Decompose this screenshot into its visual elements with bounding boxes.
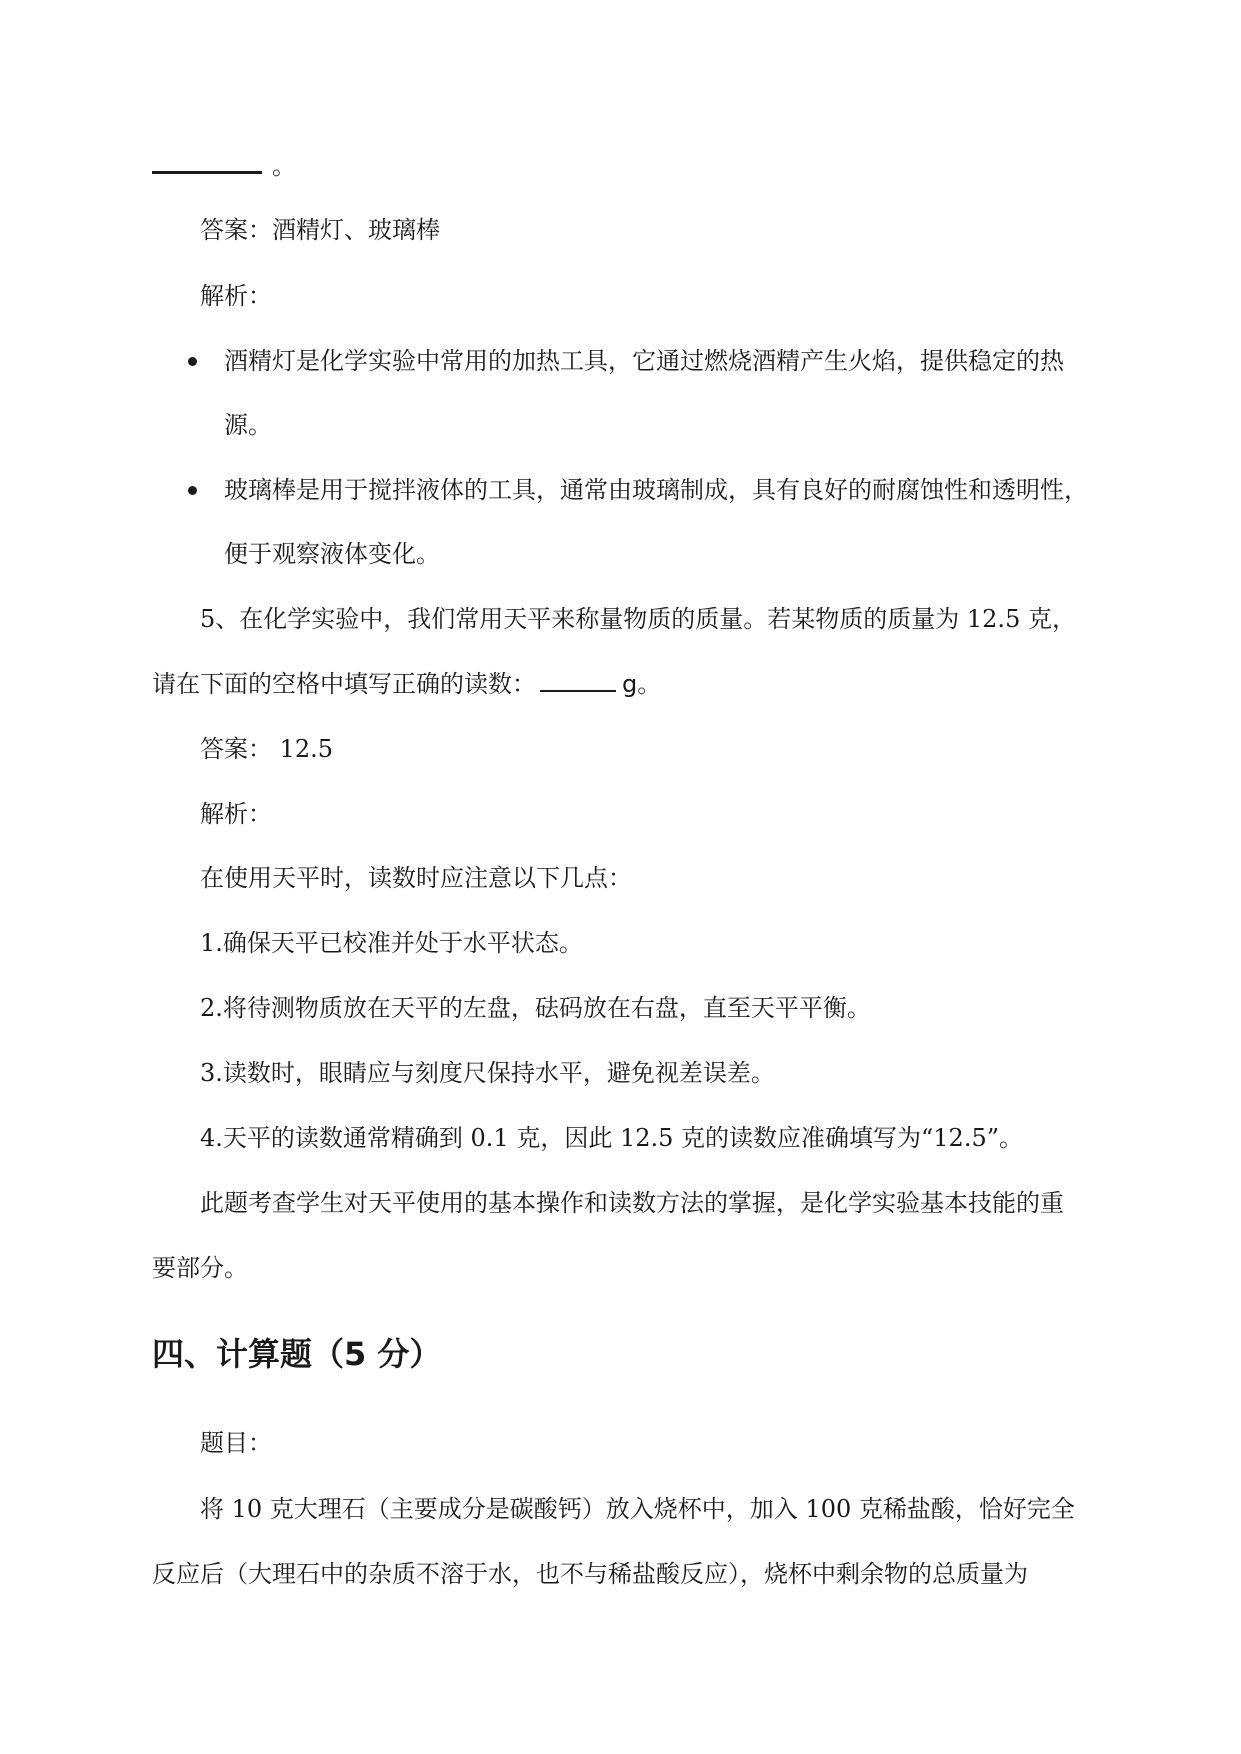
q4-answer: 答案：酒精灯、玻璃棒 <box>200 216 440 244</box>
section-heading: 四、计算题（5 分） <box>152 1335 442 1373</box>
blank-period: 。 <box>272 152 296 180</box>
q5-question-suffix: g。 <box>622 670 662 698</box>
bullet-icon <box>188 486 197 495</box>
bullet-icon <box>188 357 197 366</box>
q4-bullet-1-line1: 酒精灯是化学实验中常用的加热工具，它通过燃烧酒精产生火焰，提供稳定的热 <box>224 347 1064 375</box>
q5-analysis-label: 解析： <box>200 800 272 828</box>
q5-question-line2 <box>152 668 661 700</box>
q5-point-1: 1.确保天平已校准并处于水平状态。 <box>200 929 583 957</box>
q5-summary-line2: 要部分。 <box>152 1254 248 1282</box>
q4-bullet-2-line1: 玻璃棒是用于搅拌液体的工具，通常由玻璃制成，具有良好的耐腐蚀性和透明性， <box>224 476 1088 504</box>
q5-point-4: 4.天平的读数通常精确到 0.1 克，因此 12.5 克的读数应准确填写为“12.5”。 <box>200 1124 1023 1152</box>
q4-bullet-2-line2: 便于观察液体变化。 <box>224 540 440 568</box>
q5-summary-line1: 此题考查学生对天平使用的基本操作和读数方法的掌握，是化学实验基本技能的重 <box>200 1189 1064 1217</box>
q5-question-line1: 5、在化学实验中，我们常用天平来称量物质的质量。若某物质的质量为 12.5 克， <box>200 605 1076 633</box>
q5-point-3: 3.读数时，眼睛应与刻度尺保持水平，避免视差误差。 <box>200 1059 775 1087</box>
q5-question-prefix: 请在下面的空格中填写正确的读数： <box>152 670 536 698</box>
q5-answer-blank <box>540 670 616 692</box>
q4-bullet-1-line2: 源。 <box>224 411 272 439</box>
q5-analysis-intro: 在使用天平时，读数时应注意以下几点： <box>200 864 632 892</box>
answer-blank-line <box>152 171 262 174</box>
section4-question-line1: 将 10 克大理石（主要成分是碳酸钙）放入烧杯中，加入 100 克稀盐酸，恰好完全 <box>200 1495 1075 1523</box>
q5-answer: 答案： 12.5 <box>200 735 334 763</box>
q5-point-2: 2.将待测物质放在天平的左盘，砝码放在右盘，直至天平平衡。 <box>200 994 871 1022</box>
section4-question-label: 题目： <box>200 1429 272 1457</box>
section4-question-line2: 反应后（大理石中的杂质不溶于水，也不与稀盐酸反应），烧杯中剩余物的总质量为 <box>152 1560 1028 1588</box>
q4-analysis-label: 解析： <box>200 282 272 310</box>
